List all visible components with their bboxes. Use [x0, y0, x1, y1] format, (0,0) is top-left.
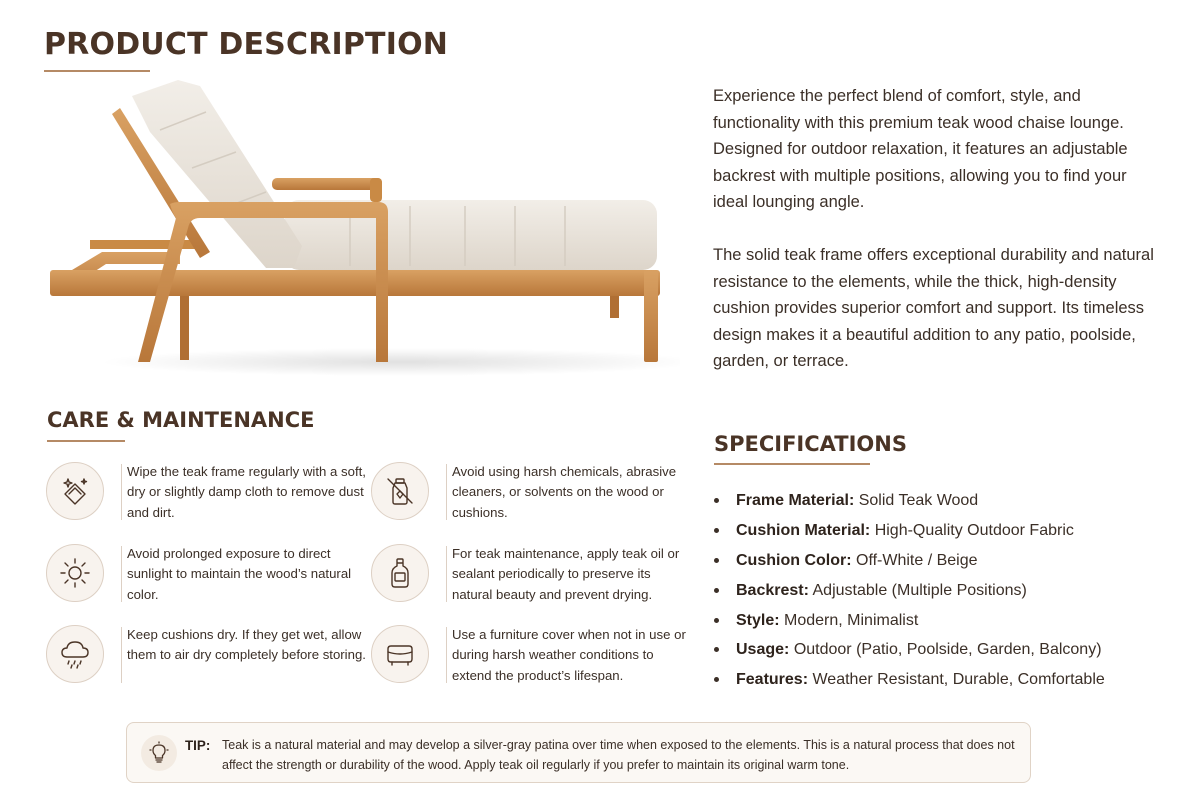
care-divider: [121, 464, 122, 520]
sun-icon: [46, 544, 104, 602]
description-paragraph-2: The solid teak frame offers exceptional durability and natural resistance to the elements, while the thick, high-density cushion provides superior comfort and support. Its timeless design makes it a beautiful addition to any patio, poolside, garden, or terrace.: [713, 246, 1154, 371]
spec-value: Weather Resistant, Durable, Comfortable: [812, 671, 1105, 689]
lightbulb-icon: [141, 735, 177, 771]
care-divider: [446, 546, 447, 602]
care-text: Wipe the teak frame regularly with a soft, dry or slightly damp cloth to remove dust and dirt.: [127, 464, 366, 520]
spec-label: Cushion Material:: [736, 521, 871, 539]
cloth-wipe-icon: [46, 462, 104, 520]
care-divider: [446, 464, 447, 520]
care-item: [46, 462, 366, 524]
spec-label: Backrest:: [736, 581, 809, 599]
spec-label: Features:: [736, 671, 809, 689]
care-text: Keep cushions dry. If they get wet, allow them to air dry completely before storing.: [127, 627, 366, 663]
care-text: Avoid prolonged exposure to direct sunlight to maintain the wood’s natural color.: [127, 546, 352, 602]
care-item: [371, 544, 691, 606]
product-image: [40, 72, 680, 382]
specs-title-underline: [714, 463, 870, 465]
care-item: [46, 544, 366, 606]
page-title: PRODUCT DESCRIPTION: [44, 27, 449, 62]
tip-box: [126, 722, 1031, 783]
spec-value: Outdoor (Patio, Poolside, Garden, Balcony): [793, 641, 1102, 659]
spec-label: Cushion Color:: [736, 551, 852, 569]
care-item: [371, 462, 691, 524]
oil-bottle-icon: [371, 544, 429, 602]
rain-cloud-icon: [46, 625, 104, 683]
spec-item: [714, 550, 1174, 580]
spec-value: Adjustable (Multiple Positions): [812, 581, 1027, 599]
care-section-title: CARE & MAINTENANCE: [47, 408, 315, 432]
care-divider: [121, 627, 122, 683]
no-chemicals-icon: [371, 462, 429, 520]
spec-label: Usage:: [736, 641, 790, 659]
tip-label: TIP:: [185, 738, 211, 753]
spec-item: [714, 610, 1174, 640]
spec-label: Style:: [736, 611, 780, 629]
tip-text: Teak is a natural material and may develop a silver-gray patina over time when exposed to the elements. This is a natural process that does not affect the strength or durability of the wood. Apply teak oil regularly if you prefer to maintain its original warm tone.: [222, 738, 1015, 772]
spec-value: High-Quality Outdoor Fabric: [874, 521, 1074, 539]
care-text: Avoid using harsh chemicals, abrasive cleaners, or solvents on the wood or cushions.: [452, 464, 677, 520]
care-divider: [121, 546, 122, 602]
care-item: [371, 625, 691, 687]
care-text: Use a furniture cover when not in use or during harsh weather conditions to extend the product’s lifespan.: [452, 627, 686, 683]
furniture-cover-icon: [371, 625, 429, 683]
care-text: For teak maintenance, apply teak oil or sealant periodically to preserve its natural beauty and prevent drying.: [452, 546, 680, 602]
spec-item: [714, 490, 1174, 520]
spec-value: Modern, Minimalist: [784, 611, 919, 629]
spec-item: [714, 639, 1174, 669]
spec-value: Off-White / Beige: [856, 551, 978, 569]
care-divider: [446, 627, 447, 683]
description-paragraph-1: Experience the perfect blend of comfort, style, and functionality with this premium teak wood chaise lounge. Designed for outdoor relaxation, it features an adjustable backrest with multiple positions, allowing you to find your ideal lounging angle.: [713, 87, 1128, 212]
specs-list: [714, 490, 1174, 699]
spec-item: [714, 520, 1174, 550]
spec-item: [714, 580, 1174, 610]
care-item: [46, 625, 366, 687]
spec-value: Solid Teak Wood: [858, 492, 979, 509]
spec-item: [714, 669, 1174, 699]
spec-label: Frame Material:: [736, 492, 855, 509]
specs-section-title: SPECIFICATIONS: [714, 432, 907, 456]
care-title-underline: [47, 440, 125, 442]
